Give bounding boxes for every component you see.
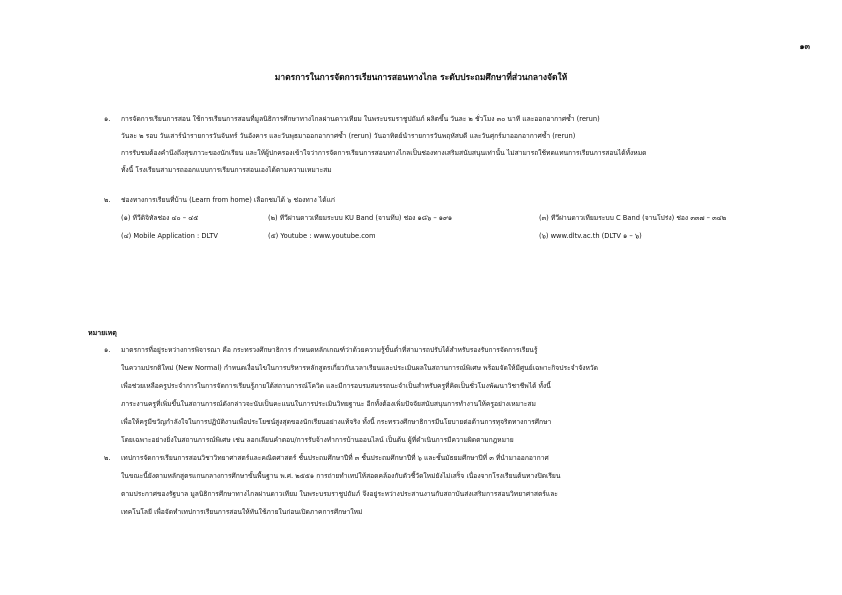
- note-2-line: ตามประกาศของรัฐบาล มูลนิธิการศึกษาทางไกลผ่านดาวเทียม ในพระบรมราชูปถัมภ์ จึงอยู่ระหว่างประสานงานกับสถาบันส่งเสริมการสอนวิทยาศาสตร์และ: [121, 490, 558, 498]
- channel-item: (๕) Youtube : www.youtube.com: [268, 232, 376, 240]
- note-2-line: ในขณะนี้ยังตามหลักสูตรแกนกลางการศึกษาขั้นพื้นฐาน พ.ศ. ๒๕๕๑ การถ่ายทำเทปให้สอดคล้องกับตัวชี้วัดใหม่ยังไม่เสร็จ เนื่องจากโรงเรียนต้นทางปิดเรียน: [121, 472, 561, 480]
- note-2-line: เทปการจัดการเรียนการสอนวิชาวิทยาศาสตร์และคณิตศาสตร์ ชั้นประถมศึกษาปีที่ ๓ ชั้นประถมศึกษาปีที่ ๖ และชั้นมัธยมศึกษาปีที่ ๓ ที่นำมาออกอากาศ: [121, 454, 549, 462]
- channel-item: (๖) www.dltv.ac.th (DLTV ๑ – ๖): [539, 232, 642, 240]
- note-1-line: ภาระงานครูที่เพิ่มขึ้นในสถานการณ์ดังกล่าวจะนับเป็นคะแนนในการประเมินวิทยฐานะ อีกทั้งต้องเพิ่มปัจจัยสนับสนุนการทำงานให้ครูอย่างเหมาะสม: [121, 400, 536, 408]
- note-2-number: ๒.: [104, 454, 111, 462]
- page-number: ๑๓: [799, 42, 810, 51]
- section-1-line: วันละ ๒ รอบ วันเสาร์นำรายการวันจันทร์ วันอังคาร และวันพุธมาออกอากาศซ้ำ (rerun) วันอาทิตย์นำรายการวันพฤหัสบดี และวันศุกร์มาออกอากาศซ้ำ (rerun): [121, 132, 576, 140]
- channel-item: (๔) Mobile Application : DLTV: [121, 232, 218, 240]
- channel-item: (๓) ทีวีผ่านดาวเทียมระบบ C Band (จานโปร่ง) ช่อง ๓๓๗ – ๓๔๒: [539, 214, 727, 222]
- channel-item: (๑) ทีวีดิจิทัลช่อง ๔๐ – ๔๕: [121, 214, 199, 222]
- section-1-number: ๑.: [104, 115, 111, 123]
- channel-item: (๒) ทีวีผ่านดาวเทียมระบบ KU Band (จานทึบ) ช่อง ๑๘๖ – ๑๙๑: [268, 214, 453, 222]
- notes-heading: หมายเหตุ: [88, 329, 117, 337]
- note-1-line: ในความปรกติใหม่ (New Normal) กำหนดเงื่อนไขในการบริหารหลักสูตรเกี่ยวกับเวลาเรียนและประเมินผลในสถานการณ์พิเศษ พร้อมจัดให้มีศูนย์เฉพาะกิจประจำจังหวัด: [121, 364, 599, 372]
- note-1-line: เพื่อให้ครูมีขวัญกำลังใจในการปฏิบัติงานเพื่อประโยชน์สูงสุดของนักเรียนอย่างแท้จริง ทั้งนี้ กระทรวงศึกษาธิการมีนโยบายต่อต้านการทุจริตทางการศึกษา: [121, 418, 552, 426]
- note-1-line: เพื่อช่วยเหลือครูประจำการในการจัดการเรียนรู้ภายใต้สถานการณ์โควิด และมีการอบรมสมรรถนะจำเป็นสำหรับครูที่คิดเป็นชั่วโมงพัฒนาวิชาชีพได้ ทั้งนี้: [121, 382, 551, 390]
- section-1-line: การจัดการเรียนการสอน ใช้การเรียนการสอนที่มูลนิธิการศึกษาทางไกลผ่านดาวเทียม ในพระบรมราชูปถัมภ์ ผลิตขึ้น วันละ ๒ ชั่วโมง ๓๐ นาที และออกอากาศซ้ำ (rerun): [121, 115, 600, 123]
- section-2-number: ๒.: [104, 196, 111, 204]
- section-1-line: ทั้งนี้ โรงเรียนสามารถออกแบบการเรียนการสอนเองได้ตามความเหมาะสม: [121, 166, 332, 174]
- note-1-line: มาตรการที่อยู่ระหว่างการพิจารณา คือ กระทรวงศึกษาธิการ กำหนดหลักเกณฑ์ว่าด้วยความรู้ขั้นต่ำที่สามารถปรับได้สำหรับรองรับการจัดการเรียนรู้: [121, 346, 538, 354]
- page-title: มาตรการในการจัดการเรียนการสอนทางไกล ระดับประถมศึกษาที่ส่วนกลางจัดให้: [274, 73, 568, 83]
- note-1-number: ๑.: [104, 346, 111, 354]
- note-2-line: เทคโนโลยี เพื่อจัดทำเทปการเรียนการสอนให้ทันใช้ภายในก่อนเปิดภาคการศึกษาใหม่: [121, 508, 363, 516]
- section-2-heading: ช่องทางการเรียนที่บ้าน (Learn from home) เลือกชมได้ ๖ ช่องทาง ได้แก่: [121, 196, 335, 204]
- section-1-line: การรับชมต้องคำนึงถึงสุขภาวะของนักเรียน และให้ผู้ปกครองเข้าใจว่าการจัดการเรียนการสอนทางไกลเป็นช่องทางเสริมสนับสนุนเท่านั้น ไม่สามารถใช้ทดแทนการเรียนการสอนได้ทั้งหมด: [121, 149, 647, 157]
- note-1-line: โดยเฉพาะอย่างยิ่งในสถานการณ์พิเศษ เช่น ลอกเลียนคำตอบ/การรับจ้างทำการบ้านออนไลน์ เป็นต้น ผู้ที่ดำเนินการมีความผิดตามกฎหมาย: [121, 436, 514, 444]
